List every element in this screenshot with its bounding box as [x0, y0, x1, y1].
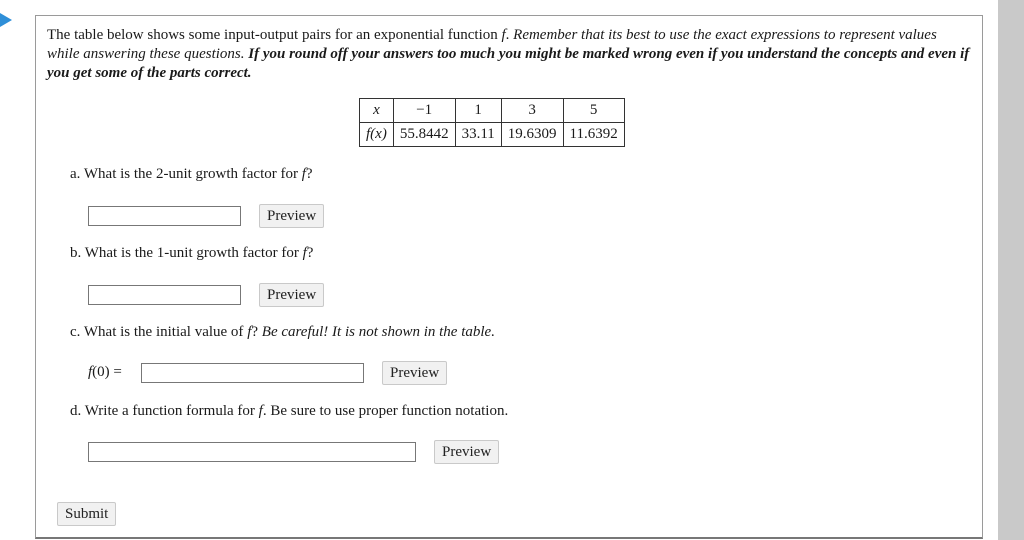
intro-period: . — [505, 27, 514, 43]
table-cell: 19.6309 — [501, 123, 563, 147]
preview-a-button[interactable]: Preview — [259, 204, 324, 228]
table-cell: 11.6392 — [563, 123, 624, 147]
table-cell: 55.8442 — [393, 123, 455, 147]
answer-d-input[interactable] — [88, 442, 416, 462]
intro-function-symbol: f — [501, 27, 506, 43]
problem-container — [35, 15, 983, 539]
table-header-x: x — [360, 99, 394, 123]
question-a: a. What is the 2-unit growth factor for f? — [70, 166, 313, 182]
question-b: b. What is the 1-unit growth factor for f? — [70, 245, 314, 261]
problem-intro — [47, 26, 972, 83]
intro-reminder: Remember that its best to use the exact expressions to represent values while answering these questions. — [47, 27, 937, 62]
answer-a-input[interactable] — [88, 206, 241, 226]
table-row — [360, 99, 625, 123]
question-d: d. Write a function formula for f. Be sure to use proper function notation. — [70, 403, 509, 419]
table-cell: 1 — [455, 99, 501, 123]
f0-label: f(0) = — [88, 364, 122, 380]
table-cell: 33.11 — [455, 123, 501, 147]
table-header-fx: f(x) — [360, 123, 394, 147]
answer-b-input[interactable] — [88, 285, 241, 305]
intro-text: The table below shows some input-output pairs for an exponential function — [47, 27, 502, 43]
table-row — [360, 123, 625, 147]
table-cell: −1 — [393, 99, 455, 123]
preview-c-button[interactable]: Preview — [382, 361, 447, 385]
intro-warning: If you round off your answers too much you might be marked wrong even if you understand the concepts and even if you get some of the parts correct. — [47, 46, 970, 81]
table-cell: 5 — [563, 99, 624, 123]
answer-c-input[interactable] — [141, 363, 364, 383]
submit-button[interactable]: Submit — [57, 502, 116, 526]
preview-b-button[interactable]: Preview — [259, 283, 324, 307]
problem-marker-icon — [0, 13, 12, 27]
question-c: c. What is the initial value of f? Be careful! It is not shown in the table. — [70, 324, 495, 340]
input-output-table — [359, 98, 625, 147]
table-cell: 3 — [501, 99, 563, 123]
preview-d-button[interactable]: Preview — [434, 440, 499, 464]
scrollbar[interactable] — [998, 0, 1024, 540]
